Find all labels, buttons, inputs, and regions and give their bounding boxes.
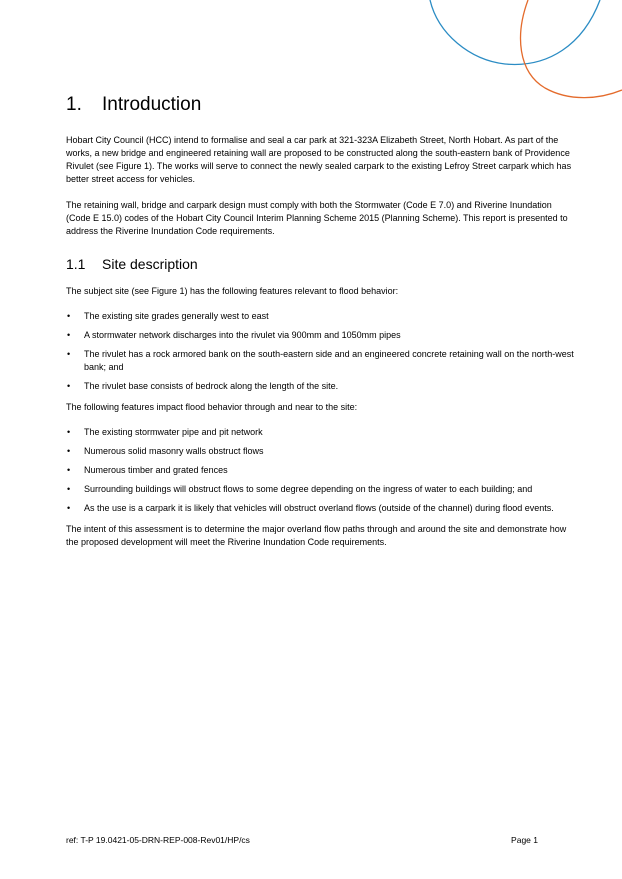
document-page: [66, 93, 578, 561]
subsection-heading: [66, 255, 578, 273]
impact-lead-paragraph: The following features impact flood behavior through and near to the site:: [66, 402, 358, 412]
list-item: • The rivulet has a rock armored bank on the south-eastern side and an engineered concrete retaining wall on the north-west bank; and: [66, 348, 578, 374]
document-reference: ref: T-P 19.0421-05-DRN-REP-008-Rev01/HP/cs: [66, 835, 250, 845]
list-item: • The existing stormwater pipe and pit network: [66, 426, 578, 439]
site-features-list: [66, 310, 578, 393]
list-item: • Numerous timber and grated fences: [66, 464, 578, 477]
list-item: • The rivulet base consists of bedrock along the length of the site.: [66, 380, 578, 393]
closing-paragraph: The intent of this assessment is to determine the major overland flow paths through and around the site and demonstrate how the proposed development will meet the Riverine Inundation Code requirements.: [66, 524, 567, 547]
list-item: • As the use is a carpark it is likely that vehicles will obstruct overland flows (outside of the channel) during flood events.: [66, 502, 578, 515]
subsection-title: Site description: [102, 256, 198, 272]
section-heading: [66, 93, 578, 117]
intro-paragraph-2: The retaining wall, bridge and carpark design must comply with both the Stormwater (Code E 7.0) and Riverine Inundation (Code E 15.0) codes of the Hobart City Council Interim Planning Scheme 2015 (Planning Scheme). This report is presented to address the Riverine Inundation Code requirements.: [66, 200, 568, 236]
section-title: Introduction: [102, 94, 202, 115]
list-item: • A stormwater network discharges into the rivulet via 900mm and 1050mm pipes: [66, 329, 578, 342]
list-item: • Surrounding buildings will obstruct flows to some degree depending on the ingress of water to each building; and: [66, 483, 578, 496]
section-number: 1.: [66, 94, 82, 115]
blue-arc: [430, 0, 600, 64]
list-item: • Numerous solid masonry walls obstruct flows: [66, 445, 578, 458]
intro-paragraph-1: Hobart City Council (HCC) intend to formalise and seal a car park at 321-323A Elizabeth Street, North Hobart. As part of the works, a new bridge and engineered retaining wall are proposed to be constructed along the south-eastern bank of Providence Rivulet (see Figure 1). The works will serve to connect the newly sealed carpark to the existing Lefroy Street carpark which has better street access for vehicles.: [66, 135, 572, 184]
flood-impacts-list: [66, 426, 578, 515]
orange-arc: [521, 0, 622, 98]
page-number: Page 1: [511, 835, 538, 845]
subsection-number: 1.1: [66, 256, 86, 272]
site-lead-paragraph: The subject site (see Figure 1) has the following features relevant to flood behavior:: [66, 286, 399, 296]
list-item: • The existing site grades generally west to east: [66, 310, 578, 323]
